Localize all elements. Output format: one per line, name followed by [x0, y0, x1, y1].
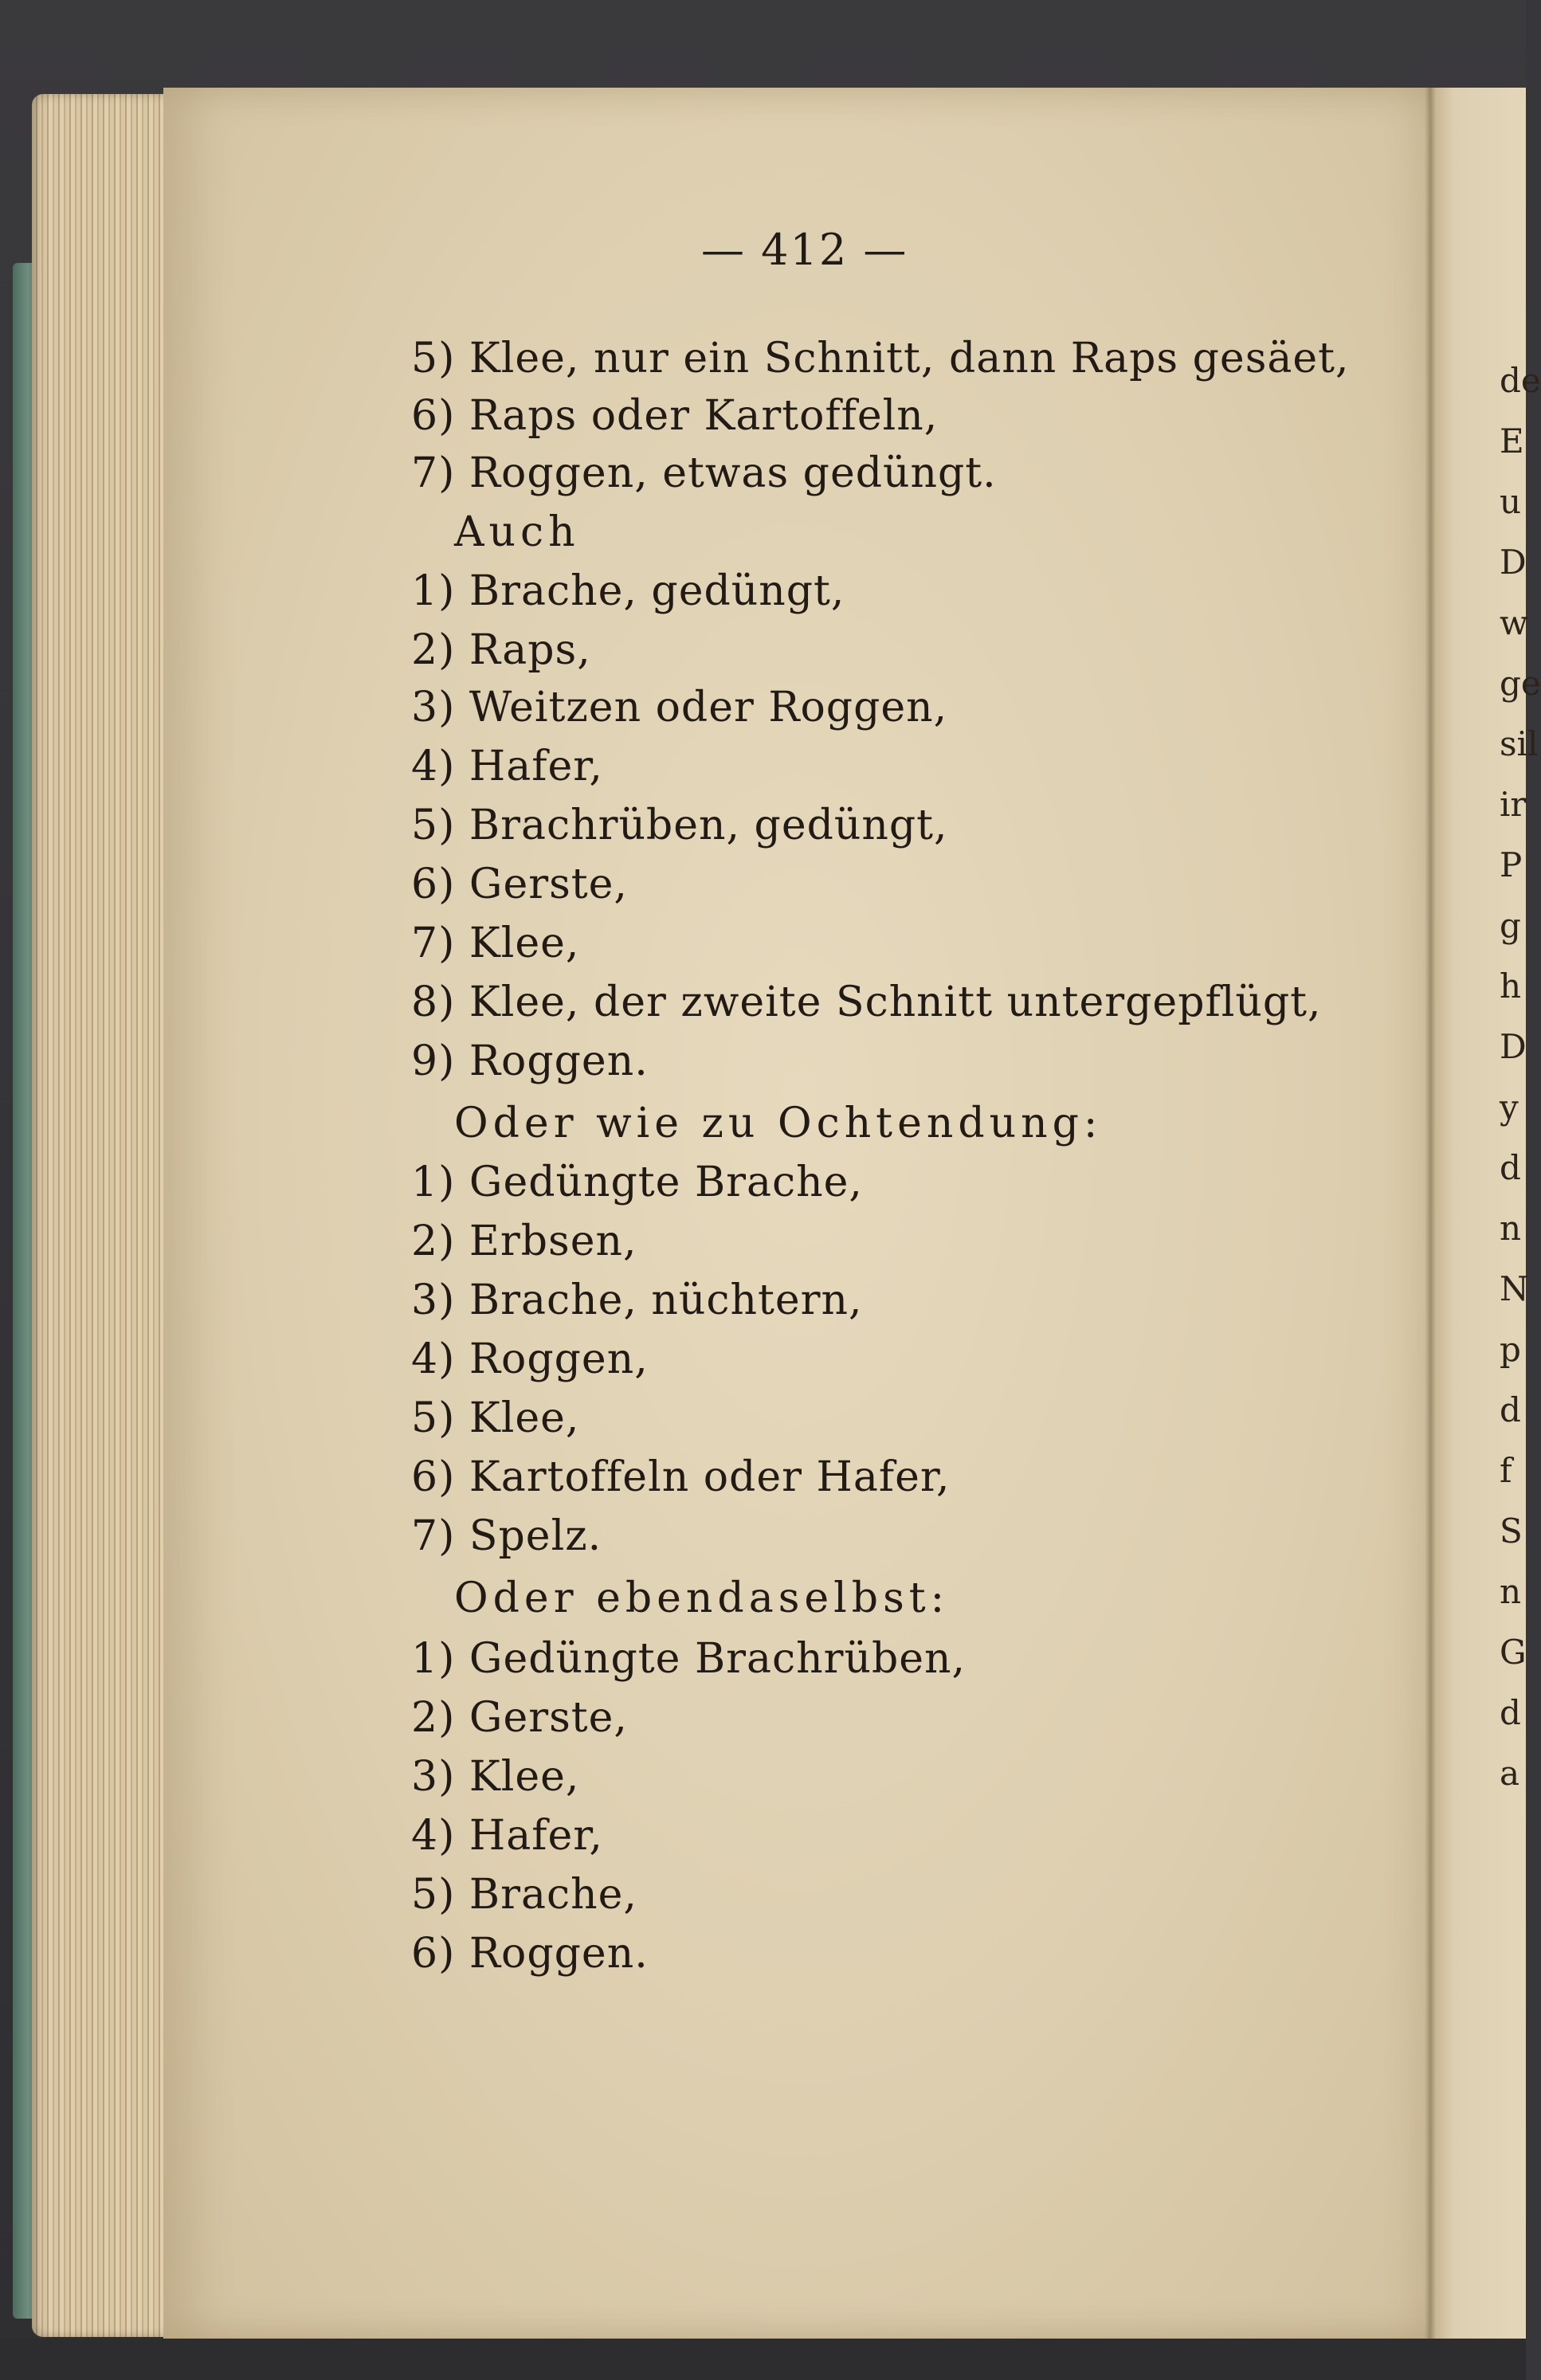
fragment: S [1500, 1512, 1523, 1551]
fragment: u [1500, 482, 1522, 521]
fragment: E [1500, 421, 1524, 461]
list-item: 8) Klee, der zweite Schnitt untergepflügt, [411, 978, 1322, 1026]
fragment: a [1500, 1754, 1520, 1793]
list-item: 7) Klee, [411, 919, 580, 967]
fragment: w [1500, 603, 1528, 642]
fragment: G [1500, 1633, 1527, 1672]
list-item: 2) Raps, [411, 626, 591, 674]
list-item: 1) Brache, gedüngt, [411, 567, 845, 615]
fragment: g [1500, 906, 1521, 945]
list-item: 6) Kartoffeln oder Hafer, [411, 1453, 951, 1501]
page-number: — 412 — [701, 225, 908, 275]
list-item: 6) Gerste, [411, 861, 628, 908]
list-item: 4) Hafer, [411, 1812, 603, 1860]
fragment: n [1500, 1209, 1522, 1248]
section-heading: Oder ebendaselbst: [454, 1574, 950, 1622]
fragment: h [1500, 967, 1522, 1006]
fragment: D [1500, 543, 1527, 582]
fragment: de [1500, 361, 1541, 400]
list-item: 5) Brachrüben, gedüngt, [411, 802, 948, 849]
fragment: d [1500, 1148, 1521, 1187]
fragment: D [1500, 1027, 1527, 1066]
fragment: n [1500, 1572, 1522, 1611]
list-item: 1) Gedüngte Brachrüben, [411, 1635, 967, 1683]
list-item: 3) Weitzen oder Roggen, [411, 684, 948, 731]
list-item: 5) Klee, [411, 1394, 580, 1442]
section-heading: Oder wie zu Ochtendung: [454, 1100, 1103, 1147]
list-item: 1) Gedüngte Brache, [411, 1159, 863, 1206]
list-item: 2) Gerste, [411, 1694, 628, 1742]
fragment: d [1500, 1693, 1521, 1732]
list-item: 6) Raps oder Kartoffeln, [411, 392, 939, 440]
list-item: 4) Roggen, [411, 1335, 649, 1383]
fragment: N [1500, 1269, 1529, 1308]
fragment: ge [1500, 664, 1541, 703]
list-item: 6) Roggen. [411, 1930, 649, 1978]
list-item: 4) Hafer, [411, 743, 603, 790]
list-item: 5) Brache, [411, 1871, 637, 1919]
list-item: 9) Roggen. [411, 1037, 649, 1085]
fragment: y [1500, 1088, 1519, 1127]
list-item: 7) Roggen, etwas gedüngt. [411, 449, 997, 497]
list-item: 2) Erbsen, [411, 1217, 637, 1265]
list-item: 7) Spelz. [411, 1512, 602, 1560]
fragment: ir [1500, 785, 1527, 824]
fragment: P [1500, 845, 1523, 884]
list-item: 3) Klee, [411, 1753, 580, 1801]
list-item: 3) Brache, nüchtern, [411, 1276, 863, 1324]
section-heading: Auch [454, 508, 580, 556]
fragment: d [1500, 1390, 1521, 1429]
next-page-text-fragments [1500, 351, 1541, 1804]
fragment: sil [1500, 724, 1539, 763]
fragment: f [1500, 1451, 1512, 1490]
fragment: p [1500, 1330, 1521, 1369]
list-item: 5) Klee, nur ein Schnitt, dann Raps gesäet, [411, 335, 1350, 382]
